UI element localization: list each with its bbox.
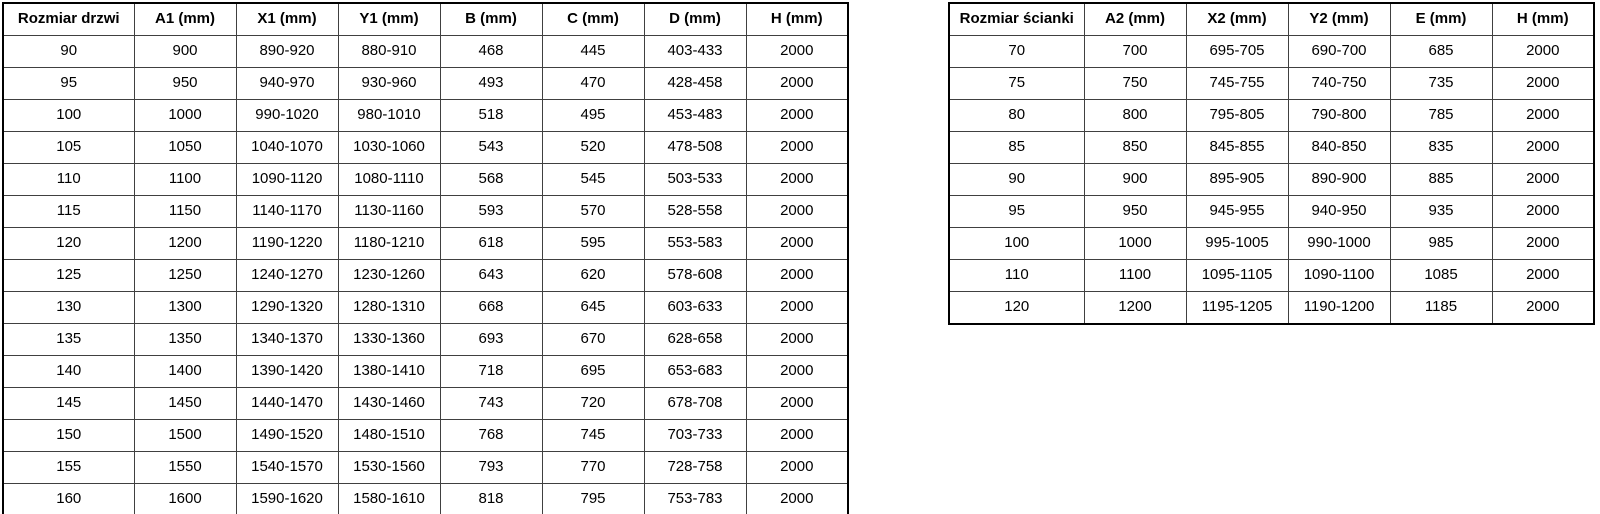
table-cell: 1450 <box>134 388 236 420</box>
column-header: D (mm) <box>644 3 746 36</box>
table-cell: 2000 <box>1492 196 1594 228</box>
table-cell: 745 <box>542 420 644 452</box>
table-cell: 620 <box>542 260 644 292</box>
table-cell: 880-910 <box>338 36 440 68</box>
table-cell: 945-955 <box>1186 196 1288 228</box>
table-cell: 645 <box>542 292 644 324</box>
table-cell: 1490-1520 <box>236 420 338 452</box>
table-cell: 670 <box>542 324 644 356</box>
table-cell: 110 <box>949 260 1084 292</box>
table-cell: 2000 <box>1492 292 1594 325</box>
table-cell: 895-905 <box>1186 164 1288 196</box>
table-cell: 1400 <box>134 356 236 388</box>
table-cell: 445 <box>542 36 644 68</box>
table-row <box>949 292 1594 325</box>
table-cell: 1440-1470 <box>236 388 338 420</box>
table-cell: 1130-1160 <box>338 196 440 228</box>
table-cell: 155 <box>3 452 134 484</box>
table-cell: 1530-1560 <box>338 452 440 484</box>
table-cell: 1000 <box>1084 228 1186 260</box>
table-cell: 1000 <box>134 100 236 132</box>
table-row <box>3 132 848 164</box>
table-cell: 105 <box>3 132 134 164</box>
table-row <box>3 36 848 68</box>
table-cell: 503-533 <box>644 164 746 196</box>
table-cell: 145 <box>3 388 134 420</box>
table-cell: 1550 <box>134 452 236 484</box>
table-cell: 795-805 <box>1186 100 1288 132</box>
table-cell: 950 <box>1084 196 1186 228</box>
table-cell: 150 <box>3 420 134 452</box>
table-row <box>949 164 1594 196</box>
table-cell: 1290-1320 <box>236 292 338 324</box>
table-row <box>949 260 1594 292</box>
table-cell: 700 <box>1084 36 1186 68</box>
table-cell: 2000 <box>1492 260 1594 292</box>
table-cell: 595 <box>542 228 644 260</box>
table-cell: 1340-1370 <box>236 324 338 356</box>
table-cell: 603-633 <box>644 292 746 324</box>
table-cell: 470 <box>542 68 644 100</box>
table-cell: 403-433 <box>644 36 746 68</box>
column-header: A1 (mm) <box>134 3 236 36</box>
table-cell: 1580-1610 <box>338 484 440 514</box>
table-cell: 1390-1420 <box>236 356 338 388</box>
table-cell: 790-800 <box>1288 100 1390 132</box>
table-cell: 1200 <box>134 228 236 260</box>
table-cell: 493 <box>440 68 542 100</box>
table-row <box>949 228 1594 260</box>
table-cell: 520 <box>542 132 644 164</box>
column-header: Y2 (mm) <box>1288 3 1390 36</box>
table-cell: 1150 <box>134 196 236 228</box>
table-cell: 995-1005 <box>1186 228 1288 260</box>
table-cell: 840-850 <box>1288 132 1390 164</box>
table-cell: 900 <box>1084 164 1186 196</box>
table-cell: 618 <box>440 228 542 260</box>
table-cell: 80 <box>949 100 1084 132</box>
table-cell: 750 <box>1084 68 1186 100</box>
column-header: Rozmiar ścianki <box>949 3 1084 36</box>
table-row <box>3 388 848 420</box>
door-sizes-table <box>2 2 849 514</box>
table-cell: 990-1000 <box>1288 228 1390 260</box>
column-header: A2 (mm) <box>1084 3 1186 36</box>
table-cell: 930-960 <box>338 68 440 100</box>
table-cell: 1185 <box>1390 292 1492 325</box>
table-cell: 2000 <box>746 388 848 420</box>
table-cell: 770 <box>542 452 644 484</box>
table-cell: 2000 <box>746 324 848 356</box>
table-row <box>3 196 848 228</box>
table-cell: 100 <box>949 228 1084 260</box>
table-cell: 2000 <box>1492 36 1594 68</box>
table-cell: 2000 <box>746 420 848 452</box>
table-cell: 818 <box>440 484 542 514</box>
table-cell: 518 <box>440 100 542 132</box>
table-cell: 1200 <box>1084 292 1186 325</box>
table-cell: 1100 <box>1084 260 1186 292</box>
table-cell: 528-558 <box>644 196 746 228</box>
table-cell: 1300 <box>134 292 236 324</box>
table-cell: 120 <box>949 292 1084 325</box>
table-cell: 75 <box>949 68 1084 100</box>
table-row <box>949 68 1594 100</box>
table-cell: 478-508 <box>644 132 746 164</box>
table-cell: 135 <box>3 324 134 356</box>
table-cell: 553-583 <box>644 228 746 260</box>
table-cell: 845-855 <box>1186 132 1288 164</box>
column-header: B (mm) <box>440 3 542 36</box>
table-cell: 90 <box>949 164 1084 196</box>
table-cell: 890-920 <box>236 36 338 68</box>
table-cell: 2000 <box>746 164 848 196</box>
table-cell: 1240-1270 <box>236 260 338 292</box>
table-row <box>949 132 1594 164</box>
table-cell: 940-970 <box>236 68 338 100</box>
column-header: Y1 (mm) <box>338 3 440 36</box>
table-cell: 115 <box>3 196 134 228</box>
table-cell: 768 <box>440 420 542 452</box>
table-cell: 1250 <box>134 260 236 292</box>
table-cell: 2000 <box>746 196 848 228</box>
table-cell: 95 <box>3 68 134 100</box>
table-cell: 900 <box>134 36 236 68</box>
table-cell: 850 <box>1084 132 1186 164</box>
table-row <box>3 356 848 388</box>
table-cell: 110 <box>3 164 134 196</box>
table-cell: 740-750 <box>1288 68 1390 100</box>
table-cell: 2000 <box>1492 164 1594 196</box>
table-cell: 1190-1200 <box>1288 292 1390 325</box>
wall-panel-sizes-table <box>948 2 1595 325</box>
table-cell: 1050 <box>134 132 236 164</box>
table-cell: 950 <box>134 68 236 100</box>
table-cell: 678-708 <box>644 388 746 420</box>
table-cell: 568 <box>440 164 542 196</box>
table-cell: 743 <box>440 388 542 420</box>
table-cell: 2000 <box>746 100 848 132</box>
table-cell: 593 <box>440 196 542 228</box>
table-cell: 2000 <box>1492 228 1594 260</box>
table-cell: 2000 <box>1492 132 1594 164</box>
table-cell: 985 <box>1390 228 1492 260</box>
table-row <box>3 164 848 196</box>
table-cell: 2000 <box>746 228 848 260</box>
table-cell: 100 <box>3 100 134 132</box>
table-cell: 890-900 <box>1288 164 1390 196</box>
table-cell: 795 <box>542 484 644 514</box>
table-cell: 1480-1510 <box>338 420 440 452</box>
table-cell: 735 <box>1390 68 1492 100</box>
table-cell: 2000 <box>1492 100 1594 132</box>
table-cell: 1280-1310 <box>338 292 440 324</box>
table-row <box>3 452 848 484</box>
table-row <box>3 420 848 452</box>
table-cell: 453-483 <box>644 100 746 132</box>
column-header: E (mm) <box>1390 3 1492 36</box>
table-cell: 2000 <box>1492 68 1594 100</box>
table-cell: 990-1020 <box>236 100 338 132</box>
table-cell: 570 <box>542 196 644 228</box>
table-cell: 1030-1060 <box>338 132 440 164</box>
table-row <box>3 260 848 292</box>
table-cell: 428-458 <box>644 68 746 100</box>
table-cell: 980-1010 <box>338 100 440 132</box>
table-cell: 1085 <box>1390 260 1492 292</box>
table-cell: 1600 <box>134 484 236 514</box>
table-cell: 120 <box>3 228 134 260</box>
table-cell: 85 <box>949 132 1084 164</box>
table-cell: 885 <box>1390 164 1492 196</box>
table-cell: 1140-1170 <box>236 196 338 228</box>
table-cell: 140 <box>3 356 134 388</box>
table-cell: 1190-1220 <box>236 228 338 260</box>
table-cell: 1090-1120 <box>236 164 338 196</box>
table-cell: 690-700 <box>1288 36 1390 68</box>
table-row <box>3 292 848 324</box>
table-cell: 130 <box>3 292 134 324</box>
table-cell: 2000 <box>746 356 848 388</box>
table-cell: 718 <box>440 356 542 388</box>
table-cell: 643 <box>440 260 542 292</box>
table-cell: 2000 <box>746 452 848 484</box>
table-cell: 695 <box>542 356 644 388</box>
column-header: X2 (mm) <box>1186 3 1288 36</box>
table-cell: 745-755 <box>1186 68 1288 100</box>
table-cell: 935 <box>1390 196 1492 228</box>
table-cell: 1500 <box>134 420 236 452</box>
table-cell: 2000 <box>746 132 848 164</box>
column-header: H (mm) <box>1492 3 1594 36</box>
table-row <box>949 36 1594 68</box>
table-cell: 2000 <box>746 292 848 324</box>
table-cell: 1380-1410 <box>338 356 440 388</box>
table-cell: 728-758 <box>644 452 746 484</box>
column-header: H (mm) <box>746 3 848 36</box>
column-header: Rozmiar drzwi <box>3 3 134 36</box>
column-header: C (mm) <box>542 3 644 36</box>
table-cell: 1590-1620 <box>236 484 338 514</box>
table-row <box>3 100 848 132</box>
table-cell: 578-608 <box>644 260 746 292</box>
table-cell: 703-733 <box>644 420 746 452</box>
table-cell: 693 <box>440 324 542 356</box>
column-header: X1 (mm) <box>236 3 338 36</box>
table-row <box>3 68 848 100</box>
table-row <box>3 228 848 260</box>
table-cell: 1330-1360 <box>338 324 440 356</box>
table-cell: 1430-1460 <box>338 388 440 420</box>
table-cell: 1180-1210 <box>338 228 440 260</box>
table-cell: 545 <box>542 164 644 196</box>
table-cell: 668 <box>440 292 542 324</box>
table-cell: 1100 <box>134 164 236 196</box>
wall-table-header-row <box>949 3 1594 36</box>
table-cell: 1095-1105 <box>1186 260 1288 292</box>
table-cell: 2000 <box>746 484 848 514</box>
table-cell: 1090-1100 <box>1288 260 1390 292</box>
table-cell: 125 <box>3 260 134 292</box>
table-cell: 495 <box>542 100 644 132</box>
table-cell: 1195-1205 <box>1186 292 1288 325</box>
table-row <box>3 324 848 356</box>
table-cell: 940-950 <box>1288 196 1390 228</box>
table-cell: 1230-1260 <box>338 260 440 292</box>
table-cell: 1350 <box>134 324 236 356</box>
table-cell: 70 <box>949 36 1084 68</box>
table-cell: 2000 <box>746 68 848 100</box>
table-cell: 543 <box>440 132 542 164</box>
table-cell: 800 <box>1084 100 1186 132</box>
table-row <box>3 484 848 514</box>
table-cell: 1540-1570 <box>236 452 338 484</box>
table-cell: 628-658 <box>644 324 746 356</box>
table-cell: 95 <box>949 196 1084 228</box>
table-cell: 653-683 <box>644 356 746 388</box>
table-cell: 2000 <box>746 260 848 292</box>
table-row <box>949 196 1594 228</box>
table-cell: 785 <box>1390 100 1492 132</box>
table-cell: 835 <box>1390 132 1492 164</box>
table-cell: 695-705 <box>1186 36 1288 68</box>
table-cell: 753-783 <box>644 484 746 514</box>
table-cell: 720 <box>542 388 644 420</box>
table-cell: 90 <box>3 36 134 68</box>
table-cell: 1080-1110 <box>338 164 440 196</box>
table-cell: 685 <box>1390 36 1492 68</box>
table-cell: 2000 <box>746 36 848 68</box>
table-cell: 1040-1070 <box>236 132 338 164</box>
table-cell: 793 <box>440 452 542 484</box>
table-cell: 468 <box>440 36 542 68</box>
table-row <box>949 100 1594 132</box>
door-table-header-row <box>3 3 848 36</box>
table-cell: 160 <box>3 484 134 514</box>
